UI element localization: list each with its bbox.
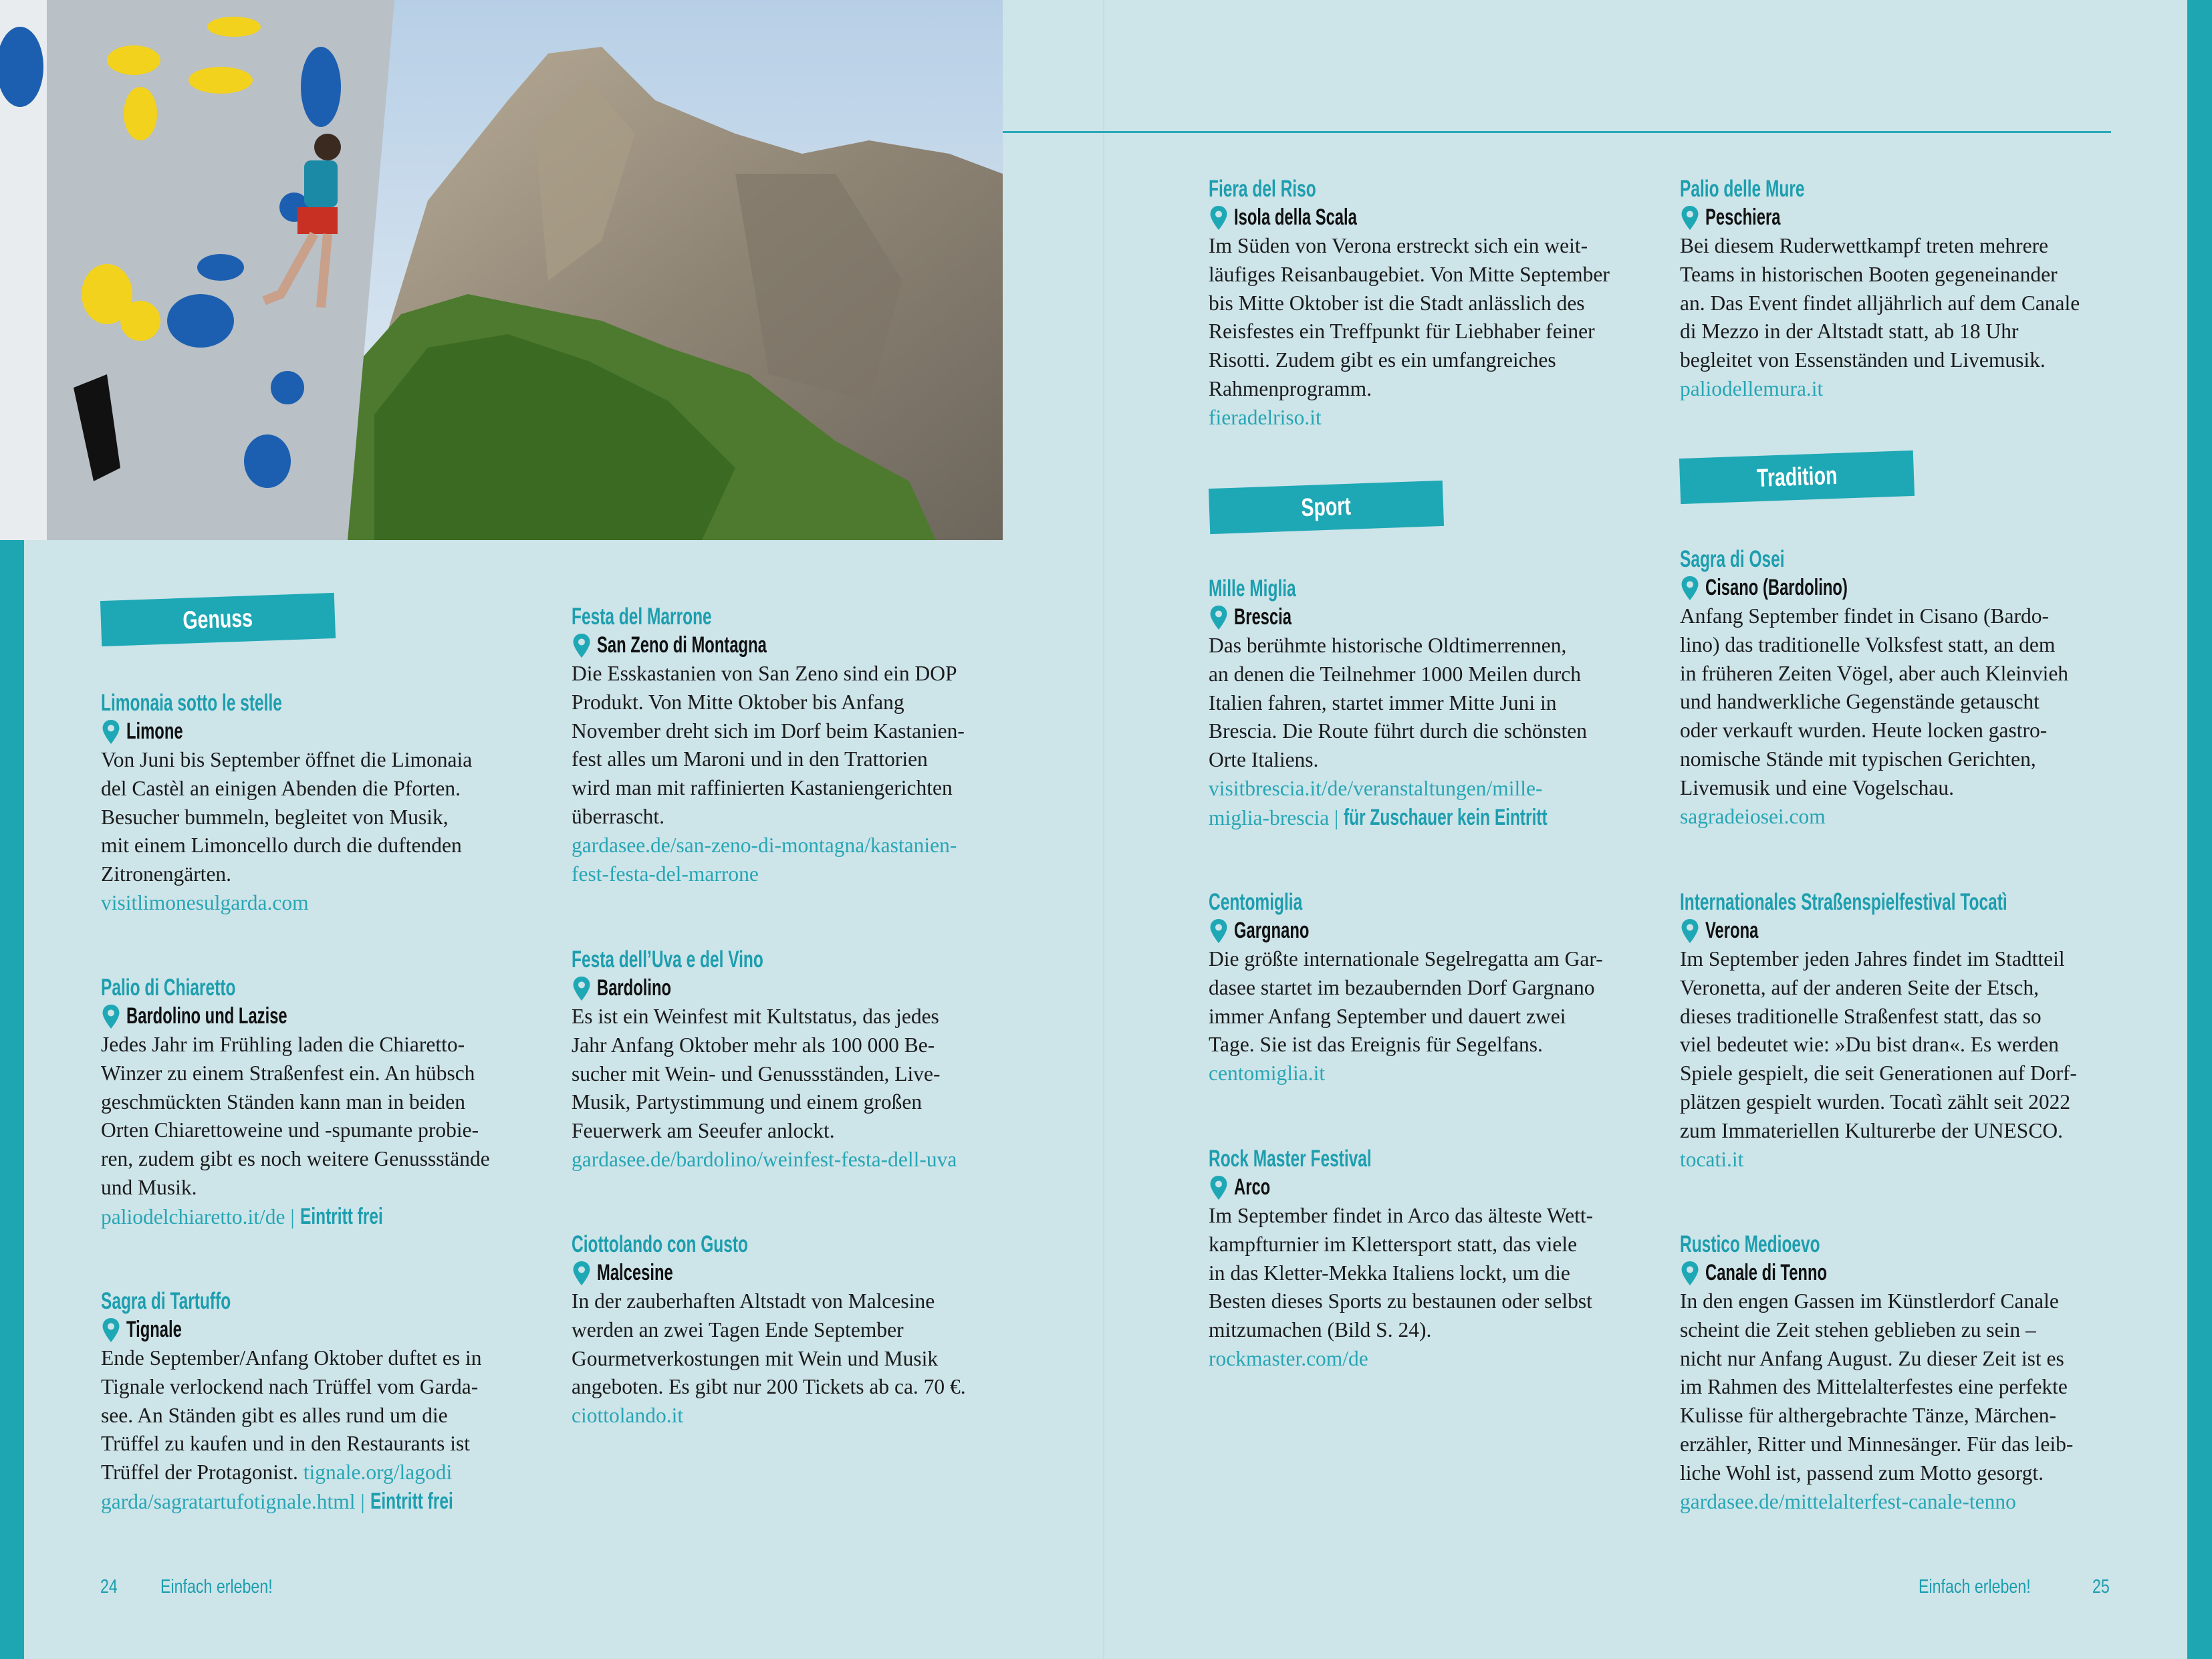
event-title-text: Sagra di Osei	[1680, 546, 1785, 572]
body-line	[1209, 717, 1643, 746]
body-text: und handwerkliche Gegenstände getauscht	[1680, 690, 2040, 714]
website-link[interactable]: miglia-brescia	[1209, 805, 1330, 830]
event-title	[1680, 545, 2114, 573]
event-entry	[1209, 574, 1643, 833]
body-text: In den engen Gassen im Künstlerdorf Canale	[1680, 1289, 2059, 1313]
body-line	[1680, 745, 2114, 774]
body-line	[101, 803, 535, 832]
event-location	[572, 1259, 1006, 1287]
event-title-text: Palio di Chiaretto	[101, 975, 236, 1001]
page-edge-right	[2187, 0, 2212, 1659]
page-number: 25	[2092, 1576, 2110, 1598]
page-gutter	[1103, 0, 1104, 1659]
body-line	[101, 832, 535, 860]
body-text: di Mezzo in der Altstadt statt, ab 18 Uhr	[1680, 320, 2019, 344]
body-line	[101, 1116, 535, 1145]
body-line	[1680, 974, 2114, 1003]
website-link[interactable]: centomiglia.it	[1209, 1061, 1326, 1086]
body-text: wird man mit raffinierten Kastaniengerichten	[572, 776, 953, 800]
body-text: Orte Italiens.	[1209, 748, 1319, 772]
location-text: Tignale	[126, 1317, 182, 1342]
body-line	[101, 746, 535, 775]
body-text: del Castèl an einigen Abenden die Pforten.	[101, 776, 461, 800]
body-text: oder verkauft wurden. Heute locken gastro-	[1680, 719, 2048, 743]
body-text: Ende September/Anfang Oktober duftet es in	[101, 1346, 482, 1370]
event-location	[1680, 573, 2114, 602]
event-title	[572, 602, 1006, 631]
body-text: Im September jeden Jahres findet im Stadtteil	[1680, 947, 2065, 971]
body-line	[1680, 1430, 2114, 1459]
body-text: dasee startet im bezaubernden Dorf Gargnano	[1209, 975, 1595, 999]
location-text: Brescia	[1234, 604, 1292, 630]
event-title	[1209, 888, 1643, 916]
link-line	[101, 1487, 535, 1517]
body-text: Die größte internationale Segelregatta am Gar-	[1209, 947, 1603, 971]
location-pin-icon	[572, 1261, 597, 1285]
link-line	[1680, 1488, 2114, 1517]
entry-note: für Zuschauer kein Eintritt	[1344, 804, 1548, 830]
body-text: und Musik.	[101, 1175, 197, 1199]
link-line	[1209, 1345, 1643, 1374]
body-text: Besucher bummeln, begleitet von Musik,	[101, 805, 449, 829]
event-title	[572, 1230, 1006, 1259]
body-line	[101, 1430, 535, 1458]
event-location	[1209, 916, 1643, 945]
body-text: Produkt. Von Mitte Oktober bis Anfang	[572, 690, 904, 714]
body-text: see. An Ständen gibt es alles rund um die	[101, 1403, 448, 1427]
event-title	[101, 1287, 535, 1315]
body-line	[1209, 346, 1643, 375]
event-title-text: Rustico Medioevo	[1680, 1231, 1820, 1257]
event-entry	[572, 945, 1006, 1174]
body-line	[572, 1373, 1006, 1402]
body-text: Im Süden von Verona erstreckt sich ein weit-	[1209, 234, 1588, 257]
footer-left	[100, 1576, 301, 1598]
body-line	[1680, 1117, 2114, 1146]
body-text: Feuerwerk am Seeufer anlockt.	[572, 1119, 835, 1143]
body-text: mit einem Limoncello durch die duftenden	[101, 834, 462, 858]
location-text: Arco	[1234, 1174, 1271, 1200]
body-text: Jahr Anfang Oktober mehr als 100 000 Be-	[572, 1033, 935, 1057]
event-title	[1209, 574, 1643, 603]
tag-label: Sport	[1301, 492, 1352, 522]
body-line	[1680, 1402, 2114, 1430]
event-entry	[1680, 888, 2114, 1174]
body-text: Anfang September findet in Cisano (Bardo-	[1680, 604, 2049, 628]
location-text: San Zeno di Montagna	[597, 632, 767, 658]
body-text: ren, zudem gibt es noch weitere Genussstände	[101, 1147, 490, 1171]
location-pin-icon	[1680, 576, 1705, 600]
body-line	[572, 1003, 1006, 1031]
body-line	[1209, 1231, 1643, 1259]
body-line	[1209, 1259, 1643, 1288]
website-link[interactable]: paliodellemura.it	[1680, 376, 1824, 400]
body-line	[572, 1345, 1006, 1374]
event-location	[1209, 1173, 1643, 1202]
location-text: Limone	[126, 719, 183, 744]
body-text: Von Juni bis September öffnet die Limonaia	[101, 748, 473, 771]
body-text: Rahmenprogramm.	[1209, 376, 1372, 400]
event-entry	[1680, 1230, 2114, 1516]
body-text: Es ist ein Weinfest mit Kultstatus, das jedes	[572, 1005, 939, 1028]
body-text: Zitronengärten.	[101, 862, 232, 886]
page-edge-left	[0, 540, 24, 1659]
location-text: Cisano (Bardolino)	[1705, 575, 1848, 600]
location-pin-icon	[101, 720, 126, 744]
body-line	[572, 1060, 1006, 1089]
page-number: 24	[100, 1576, 118, 1598]
body-line	[1680, 289, 2114, 318]
website-link[interactable]: gardasee.de/mittelalterfest-canale-tenno	[1680, 1489, 2016, 1513]
body-line	[1680, 1459, 2114, 1488]
body-text: In der zauberhaften Altstadt von Malcesine	[572, 1289, 935, 1313]
body-text: Trüffel zu kaufen und in den Restaurants ist	[101, 1432, 471, 1456]
body-text: Gourmetverkostungen mit Wein und Musik	[572, 1346, 939, 1370]
body-text: Tignale verlockend nach Trüffel vom Garda-	[101, 1374, 479, 1398]
website-link[interactable]: visitbrescia.it/de/veranstaltungen/mille-	[1209, 776, 1543, 800]
event-title-text: Limonaia sotto le stelle	[101, 690, 282, 716]
event-entry	[101, 1287, 535, 1517]
event-entry	[101, 688, 535, 918]
body-text: Die Esskastanien von San Zeno sind ein DOP	[572, 662, 957, 685]
link-line	[572, 832, 1006, 860]
location-pin-icon	[1209, 606, 1234, 630]
tag-label: Genuss	[182, 604, 253, 635]
event-entry	[1680, 545, 2114, 831]
event-title	[1680, 174, 2114, 203]
body-text: Brescia. Die Route führt durch die schönsten	[1209, 719, 1587, 743]
body-line	[1680, 317, 2114, 346]
website-link[interactable]: garda/sagratartufotignale.html	[101, 1489, 356, 1513]
body-line	[1680, 261, 2114, 289]
body-line	[572, 688, 1006, 717]
body-line	[572, 717, 1006, 746]
body-line	[1209, 632, 1643, 660]
tag-label: Tradition	[1756, 461, 1838, 493]
location-text: Verona	[1705, 918, 1759, 943]
body-line	[572, 745, 1006, 774]
body-line	[1209, 1287, 1643, 1316]
body-text: Orten Chiarettoweine und -spumante probie-	[101, 1118, 479, 1142]
body-line	[1680, 1373, 2114, 1402]
body-line	[101, 1458, 535, 1487]
event-title-text: Sagra di Tartuffo	[101, 1288, 231, 1314]
website-link[interactable]: ciottolando.it	[572, 1404, 684, 1428]
link-line	[572, 1146, 1006, 1174]
location-text: Canale di Tenno	[1705, 1260, 1828, 1285]
event-title-text: Festa dell’Uva e del Vino	[572, 946, 763, 973]
body-text: angeboten. Es gibt nur 200 Tickets ab ca. 70 €.	[572, 1375, 966, 1399]
event-entry	[101, 973, 535, 1232]
body-line	[101, 775, 535, 803]
body-text: scheint die Zeit stehen geblieben zu sein –	[1680, 1317, 2036, 1342]
event-location	[1680, 203, 2114, 232]
location-pin-icon	[101, 1318, 126, 1342]
location-text: Bardolino	[597, 975, 672, 1001]
location-text: Isola della Scala	[1234, 205, 1357, 230]
body-text: lino) das traditionelle Volksfest statt, an dem	[1680, 632, 2056, 656]
body-line	[101, 1344, 535, 1373]
body-text: in früheren Zeiten Vögel, aber auch Kleinvieh	[1680, 661, 2069, 685]
body-text: Jedes Jahr im Frühling laden die Chiaretto-	[101, 1033, 465, 1056]
location-pin-icon	[1680, 206, 1705, 230]
body-line	[1680, 1003, 2114, 1031]
event-title-text: Internationales Straßenspielfestival Tocatì	[1680, 889, 2007, 915]
location-text: Gargnano	[1234, 918, 1310, 943]
event-title	[1680, 1230, 2114, 1259]
link-line	[101, 1202, 535, 1232]
separator: |	[355, 1489, 370, 1513]
body-text: Bei diesem Ruderwettkampf treten mehrere	[1680, 234, 2049, 257]
body-text: fest alles um Maroni und in den Trattorien	[572, 747, 928, 771]
entry-note: Eintritt frei	[299, 1203, 383, 1229]
entry-note: Eintritt frei	[370, 1488, 453, 1514]
body-text: Besten dieses Sports zu bestaunen oder selbst	[1209, 1289, 1592, 1313]
website-link[interactable]: gardasee.de/san-zeno-di-montagna/kastanien-	[572, 833, 957, 857]
location-pin-icon	[1680, 1261, 1705, 1285]
body-line	[1209, 232, 1643, 261]
location-pin-icon	[1209, 206, 1234, 230]
body-text: erzähler, Ritter und Minnesänger. Für das leib-	[1680, 1432, 2074, 1456]
website-link[interactable]: visitlimonesulgarda.com	[101, 890, 309, 914]
event-entry	[1209, 174, 1643, 432]
event-title-text: Palio delle Mure	[1680, 176, 1805, 202]
event-location	[1680, 916, 2114, 945]
event-entry	[572, 1230, 1006, 1430]
body-line	[1209, 375, 1643, 404]
body-text: sucher mit Wein- und Genussständen, Live-	[572, 1061, 941, 1086]
body-line	[1680, 1345, 2114, 1374]
body-text: an denen die Teilnehmer 1000 Meilen durch	[1209, 662, 1582, 686]
event-location	[101, 1002, 535, 1031]
body-text: Veronetta, auf der anderen Seite der Etsch,	[1680, 975, 2040, 999]
body-line	[572, 803, 1006, 832]
location-text: Bardolino und Lazise	[126, 1003, 287, 1029]
website-link[interactable]: tocati.it	[1680, 1147, 1744, 1171]
body-text: werden an zwei Tagen Ende September	[572, 1317, 904, 1342]
event-entry	[1209, 1144, 1643, 1374]
location-text: Peschiera	[1705, 205, 1781, 230]
body-line	[1680, 1287, 2114, 1316]
body-text: bis Mitte Oktober ist die Stadt anlässlich des	[1209, 291, 1585, 315]
body-text: Trüffel der Protagonist.	[101, 1460, 298, 1485]
body-line	[1680, 1316, 2114, 1345]
link-line	[1209, 803, 1643, 833]
body-text: Italien fahren, startet immer Mitte Juni in	[1209, 690, 1557, 715]
event-title	[1209, 174, 1643, 203]
website-link[interactable]: sagradeiosei.com	[1680, 804, 1826, 828]
body-line	[572, 1316, 1006, 1345]
event-title	[101, 688, 535, 717]
body-text: begleitet von Essenständen und Livemusik.	[1680, 348, 2046, 372]
body-line	[1209, 945, 1643, 974]
body-text: im Rahmen des Mittelalterfestes eine perfekte	[1680, 1375, 2068, 1399]
location-pin-icon	[572, 634, 597, 658]
event-location	[101, 1315, 535, 1344]
body-text: Tage. Sie ist das Ereignis für Segelfans.	[1209, 1033, 1543, 1057]
website-link[interactable]: fest-festa-del-marrone	[572, 862, 759, 886]
body-line	[101, 860, 535, 889]
body-line	[1209, 689, 1643, 718]
body-line	[1680, 688, 2114, 717]
body-text: mitzumachen (Bild S. 24).	[1209, 1318, 1432, 1342]
body-text: überrascht.	[572, 804, 665, 828]
body-line	[1680, 1088, 2114, 1117]
footer-right	[1919, 1576, 2110, 1598]
event-title-text: Centomiglia	[1209, 889, 1303, 915]
location-pin-icon	[101, 1005, 126, 1029]
body-text: Livemusik und eine Vogelschau.	[1680, 775, 1955, 799]
event-location	[1209, 203, 1643, 232]
category-tag-tradition	[1679, 451, 1915, 504]
link-line	[572, 1402, 1006, 1430]
link-line	[1209, 1059, 1643, 1088]
event-title-text: Mille Miglia	[1209, 576, 1296, 602]
event-title	[1680, 888, 2114, 916]
body-text: Das berühmte historische Oldtimerrennen,	[1209, 634, 1567, 657]
event-location	[572, 974, 1006, 1003]
separator: |	[285, 1204, 300, 1229]
body-text: geschmückten Ständen kann man in beiden	[101, 1090, 465, 1114]
location-pin-icon	[1680, 919, 1705, 943]
link-line	[572, 860, 1006, 889]
body-line	[1209, 660, 1643, 689]
category-tag-genuss	[100, 593, 336, 646]
body-line	[572, 1088, 1006, 1117]
location-text: Malcesine	[597, 1260, 673, 1285]
website-link[interactable]: rockmaster.com/de	[1209, 1346, 1368, 1370]
body-line	[1680, 717, 2114, 745]
body-text: liche Wohl ist, passend zum Motto gesorgt.	[1680, 1460, 2044, 1485]
website-link[interactable]: fieradelriso.it	[1209, 405, 1322, 429]
body-text: Winzer zu einem Straßenfest ein. An hübsch	[101, 1061, 475, 1085]
body-line	[1680, 945, 2114, 974]
body-line	[1680, 1059, 2114, 1088]
body-line	[572, 774, 1006, 803]
body-text: zum Immateriellen Kulturerbe der UNESCO.	[1680, 1118, 2063, 1142]
body-line	[1209, 261, 1643, 289]
body-line	[1209, 974, 1643, 1003]
link-line	[1680, 1146, 2114, 1174]
body-text: immer Anfang September und dauert zwei	[1209, 1004, 1566, 1028]
link-line	[1680, 375, 2114, 404]
body-text: Reisfestes ein Treffpunkt für Liebhaber feiner	[1209, 320, 1595, 344]
body-text: Musik, Partystimmung und einem großen	[572, 1090, 923, 1114]
body-line	[101, 1402, 535, 1430]
event-location	[1680, 1259, 2114, 1287]
body-line	[101, 1373, 535, 1402]
body-text: läufiges Reisanbaugebiet. Von Mitte September	[1209, 262, 1610, 286]
separator: |	[1329, 805, 1344, 830]
event-title-text: Fiera del Riso	[1209, 176, 1316, 202]
event-entry	[1209, 888, 1643, 1088]
event-entry	[572, 602, 1006, 888]
event-location	[572, 631, 1006, 660]
body-text: November dreht sich im Dorf beim Kastanien-	[572, 719, 965, 743]
body-line	[1680, 660, 2114, 688]
location-pin-icon	[1209, 919, 1234, 943]
body-line	[101, 1088, 535, 1117]
event-title	[572, 945, 1006, 974]
event-title-text: Ciottolando con Gusto	[572, 1231, 749, 1257]
body-line	[572, 660, 1006, 688]
event-title-text: Festa del Marrone	[572, 604, 712, 630]
body-line	[1680, 1031, 2114, 1059]
body-text: Risotti. Zudem gibt es ein umfangreiches	[1209, 348, 1556, 372]
website-link[interactable]: paliodelchiaretto.it/de	[101, 1204, 285, 1229]
climbing-photo	[0, 0, 1003, 540]
event-location	[1209, 603, 1643, 632]
link-line	[101, 889, 535, 918]
body-text: nomische Stände mit typischen Gerichten,	[1680, 747, 2036, 771]
event-title	[101, 973, 535, 1002]
body-line	[101, 1145, 535, 1174]
event-entry	[1680, 174, 2114, 404]
body-line	[101, 1059, 535, 1088]
body-line	[101, 1174, 535, 1202]
body-text: Im September findet in Arco das älteste Wett-	[1209, 1204, 1594, 1227]
body-text: in das Kletter-Mekka Italiens lockt, um die	[1209, 1261, 1570, 1285]
body-line	[1680, 602, 2114, 631]
body-text: plätzen gespielt wurden. Tocatì zählt seit 2022	[1680, 1090, 2071, 1114]
link-line	[1680, 803, 2114, 832]
link-line	[1209, 775, 1643, 803]
body-line	[572, 1287, 1006, 1316]
event-title-text: Rock Master Festival	[1209, 1146, 1372, 1172]
body-text: an. Das Event findet alljährlich auf dem Canale	[1680, 291, 2080, 315]
body-text: Kulisse für althergebrachte Tänze, Märchen-	[1680, 1404, 2056, 1428]
body-line	[1680, 631, 2114, 660]
event-location	[101, 717, 535, 746]
body-line	[1209, 1003, 1643, 1031]
body-line	[1209, 746, 1643, 775]
location-pin-icon	[572, 977, 597, 1001]
category-tag-sport	[1209, 481, 1444, 534]
link-line	[1209, 404, 1643, 432]
section-rule	[1003, 131, 2111, 133]
body-line	[572, 1031, 1006, 1060]
body-line	[1680, 346, 2114, 375]
running-title: Einfach erleben!	[1919, 1576, 2031, 1598]
body-text: viel bedeutet wie: »Du bist dran«. Es werden	[1680, 1033, 2059, 1057]
body-line	[1209, 1202, 1643, 1231]
body-text: Spiele gespielt, die seit Generationen auf Dorf-	[1680, 1061, 2077, 1086]
body-text: Teams in historischen Booten gegeneinander	[1680, 262, 2058, 286]
body-line	[101, 1031, 535, 1059]
body-line	[1209, 317, 1643, 346]
body-line	[1209, 289, 1643, 318]
body-line	[1209, 1031, 1643, 1059]
body-line	[1680, 232, 2114, 261]
website-link[interactable]: tignale.org/lagodi	[303, 1460, 453, 1485]
body-text: nicht nur Anfang August. Zu dieser Zeit ist es	[1680, 1346, 2064, 1370]
body-text: kampfturnier im Klettersport statt, das viele	[1209, 1232, 1578, 1256]
location-pin-icon	[1209, 1176, 1234, 1200]
body-line	[1209, 1316, 1643, 1345]
body-line	[572, 1117, 1006, 1146]
event-title	[1209, 1144, 1643, 1173]
body-text: dieses traditionelle Straßenfest statt, das so	[1680, 1004, 2042, 1028]
website-link[interactable]: gardasee.de/bardolino/weinfest-festa-dell-uva	[572, 1147, 957, 1171]
running-title: Einfach erleben!	[160, 1576, 273, 1598]
body-line	[1680, 774, 2114, 803]
